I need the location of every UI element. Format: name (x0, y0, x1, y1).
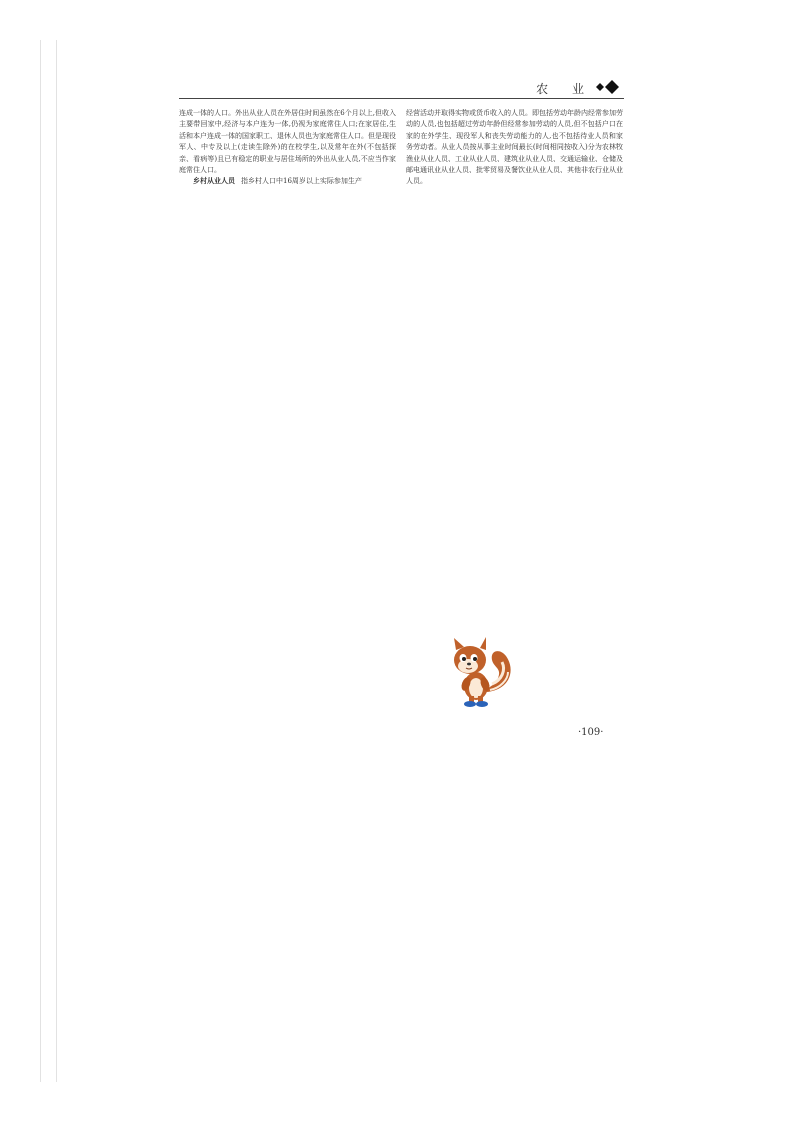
left-margin-line-inner (56, 40, 57, 1082)
left-column (179, 108, 396, 188)
left-paragraph-continued: 连成一体的人口。外出从业人员在外居住时间虽然在6个月以上,但收入主要带回家中,经济与本户连为一体,仍视为家庭常住人口;在家居住,生活和本户连成一体的国家职工、退休人员也为家庭常住人口。但是现役军人、中专及以上(走读生除外)的在校学生,以及常年在外(不包括探亲、看病等)且已有稳定的职业与居住场所的外出从业人员,不应当作家庭常住人口。 (179, 109, 396, 175)
right-column (406, 108, 623, 188)
right-paragraph: 经营活动并取得实物或货币收入的人员。即包括劳动年龄内经常参加劳动的人员,也包括超过劳动年龄但经常参加劳动的人员,但不包括户口在家的在外学生、现役军人和丧失劳动能力的人,也不包括待业人员和家务劳动者。从业人员按从事主业时间最长(时间相同按收入)分为农林牧渔业从业人员、工业从业人员、建筑业从业人员、交通运输业、仓储及邮电通讯业从业人员、批零贸易及餐饮业从业人员、其他非农行业从业人员。 (406, 109, 623, 186)
definition-term: 乡村从业人员 (193, 177, 235, 186)
page-number: ·109· (578, 727, 604, 738)
running-header (179, 79, 624, 99)
header-rule (179, 98, 624, 99)
header-title: 农 业 (536, 82, 594, 96)
definition-text: 指乡村人口中16周岁以上实际参加生产 (241, 177, 362, 186)
definition-paragraph (179, 176, 396, 187)
left-margin-line-outer (40, 40, 41, 1082)
diamond-ornament-icon (594, 79, 624, 95)
squirrel-mascot-icon (440, 634, 516, 710)
